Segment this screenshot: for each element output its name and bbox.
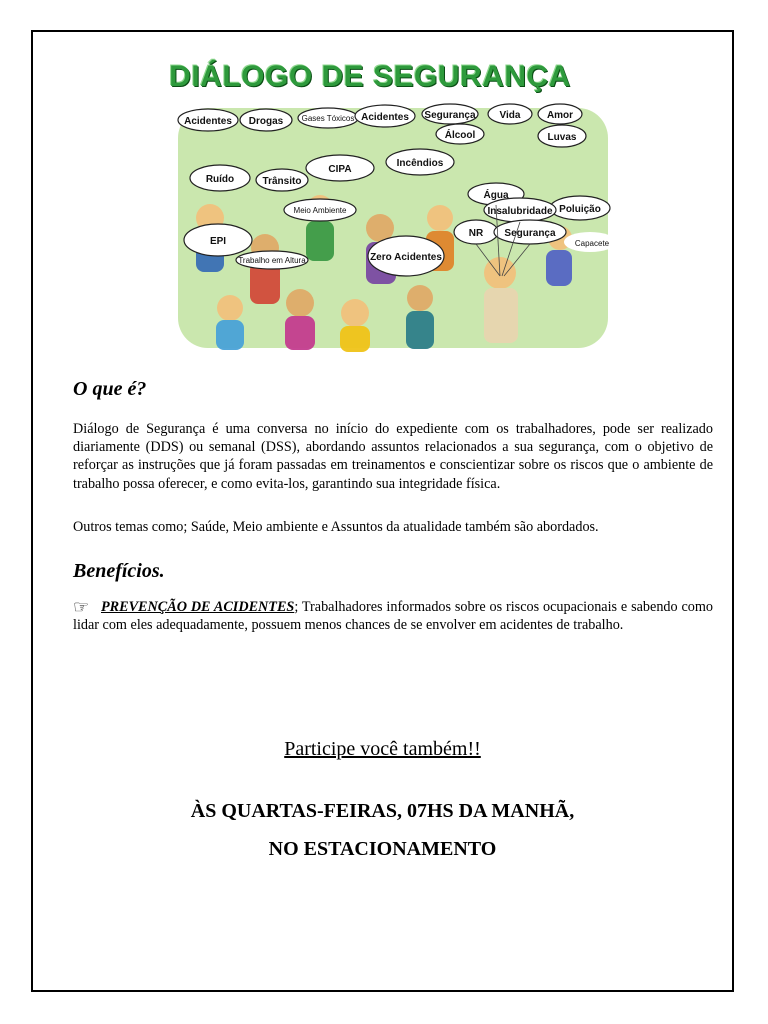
- bubble-label: NR: [468, 228, 484, 239]
- bubble-label: Incêndios: [396, 158, 444, 169]
- bubble-label: Trânsito: [262, 176, 302, 187]
- bubble-label: Capacete: [574, 239, 610, 248]
- bubble-label: Amor: [546, 110, 574, 121]
- location-text: NO ESTACIONAMENTO: [268, 838, 497, 860]
- bubble-label: Trabalho em Altura: [238, 256, 306, 265]
- benefit-text: Trabalhadores informados sobre os riscos ocupacionais e sabendo como lidar com eles adequadamente, possuem menos chances de se envolver em acidentes de trabalho.: [73, 599, 713, 634]
- benefit-title: PREVENÇÃO DE ACIDENTES: [101, 599, 295, 615]
- participate-text: Participe você também!!: [284, 738, 481, 760]
- section-heading-what: O que é?: [73, 378, 147, 400]
- bubble-label: Zero Acidentes: [370, 252, 442, 263]
- safety-dialogue-illustration: [170, 98, 618, 356]
- bubble-label: Insalubridade: [487, 206, 553, 217]
- bubble-label: Acidentes: [184, 116, 232, 127]
- what-paragraph: Diálogo de Segurança é uma conversa no início do expediente com os trabalhadores, pode ser realizado diariamente (DDS) ou semanal (DSS), abordando assuntos relacionados a sua segurança, com o objetivo de reforçar as instruções que já foram passadas em treinamentos e conscientizar sobre os riscos que o ambiente de trabalho possa oferecer, e como evita-los, garantindo sua integridade física.: [73, 421, 713, 492]
- bubble-label: Álcool: [444, 130, 476, 141]
- bubble-label: Poluição: [559, 204, 601, 215]
- other-topics-paragraph: Outros temas como; Saúde, Meio ambiente e Assuntos da atualidade também são abordados.: [73, 519, 599, 535]
- page-title: DIÁLOGO DE SEGURANÇA: [169, 60, 571, 93]
- pointing-hand-icon: ☞: [73, 597, 90, 617]
- schedule-text: ÀS QUARTAS-FEIRAS, 07HS DA MANHÃ,: [190, 800, 575, 822]
- section-heading-benefits: Benefícios.: [73, 560, 165, 582]
- bubble-label: Água: [483, 190, 509, 201]
- bubble-label: Luvas: [547, 132, 577, 143]
- bubble-label: Gases Tóxicos: [301, 114, 355, 123]
- benefit-item: [73, 598, 713, 634]
- benefit-separator: ;: [294, 599, 299, 615]
- bubble-label: Vida: [499, 110, 521, 121]
- bubble-label: Drogas: [248, 116, 284, 127]
- bubble-label: Acidentes: [361, 112, 409, 123]
- bubble-label: EPI: [209, 236, 227, 247]
- bubble-label: Segurança: [424, 110, 476, 121]
- bubble-label: Segurança: [504, 228, 556, 239]
- bubble-label: Ruído: [205, 174, 235, 185]
- bubble-label: CIPA: [328, 164, 352, 175]
- bubble-label: Meio Ambiente: [293, 206, 347, 215]
